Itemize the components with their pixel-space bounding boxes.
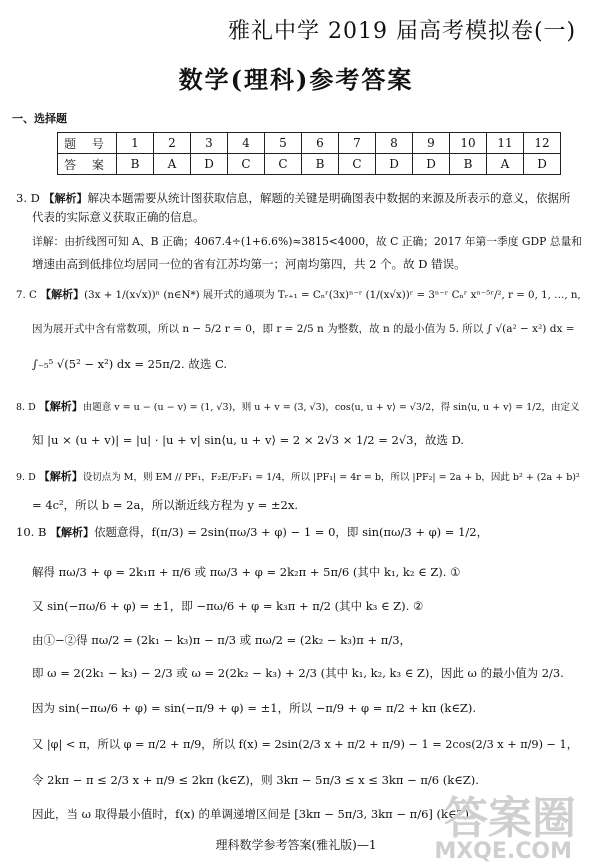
q10-text: 依题意得，f(π/3) = 2sin(πω/3 + φ) − 1 = 0，即 sin(πω/3 + φ) = 1/2， <box>94 525 489 539</box>
answer-cell: D <box>191 154 228 175</box>
answer-cell: C <box>228 154 265 175</box>
q10-line-7: 又 |φ| < π，所以 φ = π/2 + π/9，所以 f(x) = 2sin(2/3 x + π/2 + π/9) − 1 = 2cos(2/3 x + π/9) − 1， <box>32 738 578 751</box>
q3-line-3: 详解：由折线图可知 A、B 正确；4067.4÷(1+6.6%)≈3815<4000，故 C 正确；2017 年第一季度 GDP 总量和 <box>32 235 583 248</box>
q10-number: 10. B <box>16 525 47 539</box>
row-header-question: 题 号 <box>58 133 117 154</box>
question-number: 10 <box>450 133 487 154</box>
analysis-tag: 【解析】 <box>38 470 83 483</box>
row-header-answer: 答 案 <box>58 154 117 175</box>
question-number: 9 <box>413 133 450 154</box>
analysis-tag: 【解析】 <box>43 192 88 205</box>
q7-line-2: 因为展开式中含有常数项，所以 n − 5/2 r = 0，即 r = 2/5 n 为整数，故 n 的最小值为 5. 所以 ∫ √(a² − x²) dx = <box>32 323 575 335</box>
question-number: 8 <box>376 133 413 154</box>
answer-cell: B <box>117 154 154 175</box>
q3-number: 3. D <box>16 191 40 205</box>
question-number: 3 <box>191 133 228 154</box>
q7-line-1 <box>16 286 581 302</box>
q8-text: 由题意 v = u − (u − v) = (1, √3)，则 u + v = (3, √3)，cos⟨u, u + v⟩ = √3/2，得 sin⟨u, u + v⟩ = 1/2，由定义 <box>82 402 580 413</box>
answer-cell: C <box>339 154 376 175</box>
question-number: 6 <box>302 133 339 154</box>
q8-line-2: 知 |u × (u + v)| = |u| · |u + v| sin⟨u, u + v⟩ = 2 × 2√3 × 1/2 = 2√3，故选 D. <box>32 433 465 447</box>
analysis-tag: 【解析】 <box>50 526 95 539</box>
q9-text: 设切点为 M，则 EM // PF₁，F₂E/F₂F₁ = 1/4，所以 |PF₁| = 4r = b，所以 |PF₂| = 2a + b，因此 b² + (2a + b)² <box>82 472 580 483</box>
q3-line-4: 增速由高到低排位均居同一位的省有江苏均第一；河南均第四，共 2 个。故 D 错误。 <box>32 257 466 271</box>
q10-line-3: 又 sin(−πω/6 + φ) = ±1，即 −πω/6 + φ = k₃π + π/2 (其中 k₃ ∈ Z). ② <box>32 599 424 613</box>
q3-line-2: 代表的实际意义获取正确的信息。 <box>32 210 205 224</box>
q10-line-8: 令 2kπ − π ≤ 2/3 x + π/9 ≤ 2kπ (k∈Z)，则 3kπ − 5π/3 ≤ x ≤ 3kπ − π/6 (k∈Z). <box>32 773 479 787</box>
answer-cell: D <box>524 154 561 175</box>
q9-number: 9. D <box>16 472 36 483</box>
watermark-logo: 答案圈 <box>444 793 576 844</box>
question-number: 11 <box>487 133 524 154</box>
watermark-url: MXQE.COM <box>434 839 572 864</box>
q7-number: 7. C <box>16 289 37 301</box>
q8-line-1 <box>16 398 580 414</box>
q3-text: 解决本题需要从统计图获取信息，解题的关键是明确图表中数据的来源及所表示的意义，依据所 <box>87 191 571 205</box>
table-row <box>58 154 561 175</box>
answer-cell: D <box>413 154 450 175</box>
question-number: 7 <box>339 133 376 154</box>
q10-line-6: 因为 sin(−πω/6 + φ) = sin(−π/9 + φ) = ±1，所以 −π/9 + φ = π/2 + kπ (k∈Z). <box>32 701 477 715</box>
q10-line-9: 因此，当 ω 取得最小值时，f(x) 的单调递增区间是 [3kπ − 5π/3, 3kπ − π/6] (k∈Z). <box>32 807 473 821</box>
table-row <box>58 133 561 154</box>
question-number: 12 <box>524 133 561 154</box>
q7-text: (3x + 1/(x√x))ⁿ (n∈N*) 展开式的通项为 Tᵣ₊₁ = Cₙʳ(3x)ⁿ⁻ʳ (1/(x√x))ʳ = 3ⁿ⁻ʳ Cₙʳ xⁿ⁻⁵ʳ/², r = 0, 1, …, n, <box>84 289 581 301</box>
answer-cell: C <box>265 154 302 175</box>
q3-line-1 <box>16 190 571 206</box>
answer-cell: B <box>302 154 339 175</box>
q10-line-2: 解得 πω/3 + φ = 2k₁π + π/6 或 πω/3 + φ = 2k₂π + 5π/6 (其中 k₁, k₂ ∈ Z). ① <box>32 565 461 579</box>
question-number: 1 <box>117 133 154 154</box>
q10-line-5: 即 ω = 2(2k₁ − k₃) − 2/3 或 ω = 2(2k₂ − k₃) + 2/3 (其中 k₁, k₂, k₃ ∈ Z)，因此 ω 的最小值为 2/3. <box>32 666 564 680</box>
q9-line-2: = 4c²，所以 b = 2a，所以渐近线方程为 y = ±2x. <box>32 498 298 512</box>
answer-cell: D <box>376 154 413 175</box>
page-footer: 理科数学参考答案(雅礼版)—1 <box>215 838 377 852</box>
analysis-tag: 【解析】 <box>38 400 83 413</box>
q7-line-3: ∫₋₅⁵ √(5² − x²) dx = 25π/2. 故选 C. <box>32 357 228 371</box>
q8-number: 8. D <box>16 402 36 413</box>
section-heading: 一、选择题 <box>12 112 67 125</box>
question-number: 2 <box>154 133 191 154</box>
question-number: 5 <box>265 133 302 154</box>
q10-line-1 <box>16 524 488 540</box>
q10-line-4: 由①−②得 πω/2 = (2k₁ − k₃)π − π/3 或 πω/2 = (2k₂ − k₃)π + π/3， <box>32 633 412 647</box>
question-number: 4 <box>228 133 265 154</box>
answer-cell: A <box>487 154 524 175</box>
q9-line-1 <box>16 468 580 484</box>
answer-cell: B <box>450 154 487 175</box>
school-title: 雅礼中学 2019 届高考模拟卷(一) <box>228 19 577 44</box>
analysis-tag: 【解析】 <box>40 288 85 301</box>
page-title: 数学(理科)参考答案 <box>178 65 414 94</box>
answer-table <box>57 132 561 175</box>
answer-cell: A <box>154 154 191 175</box>
